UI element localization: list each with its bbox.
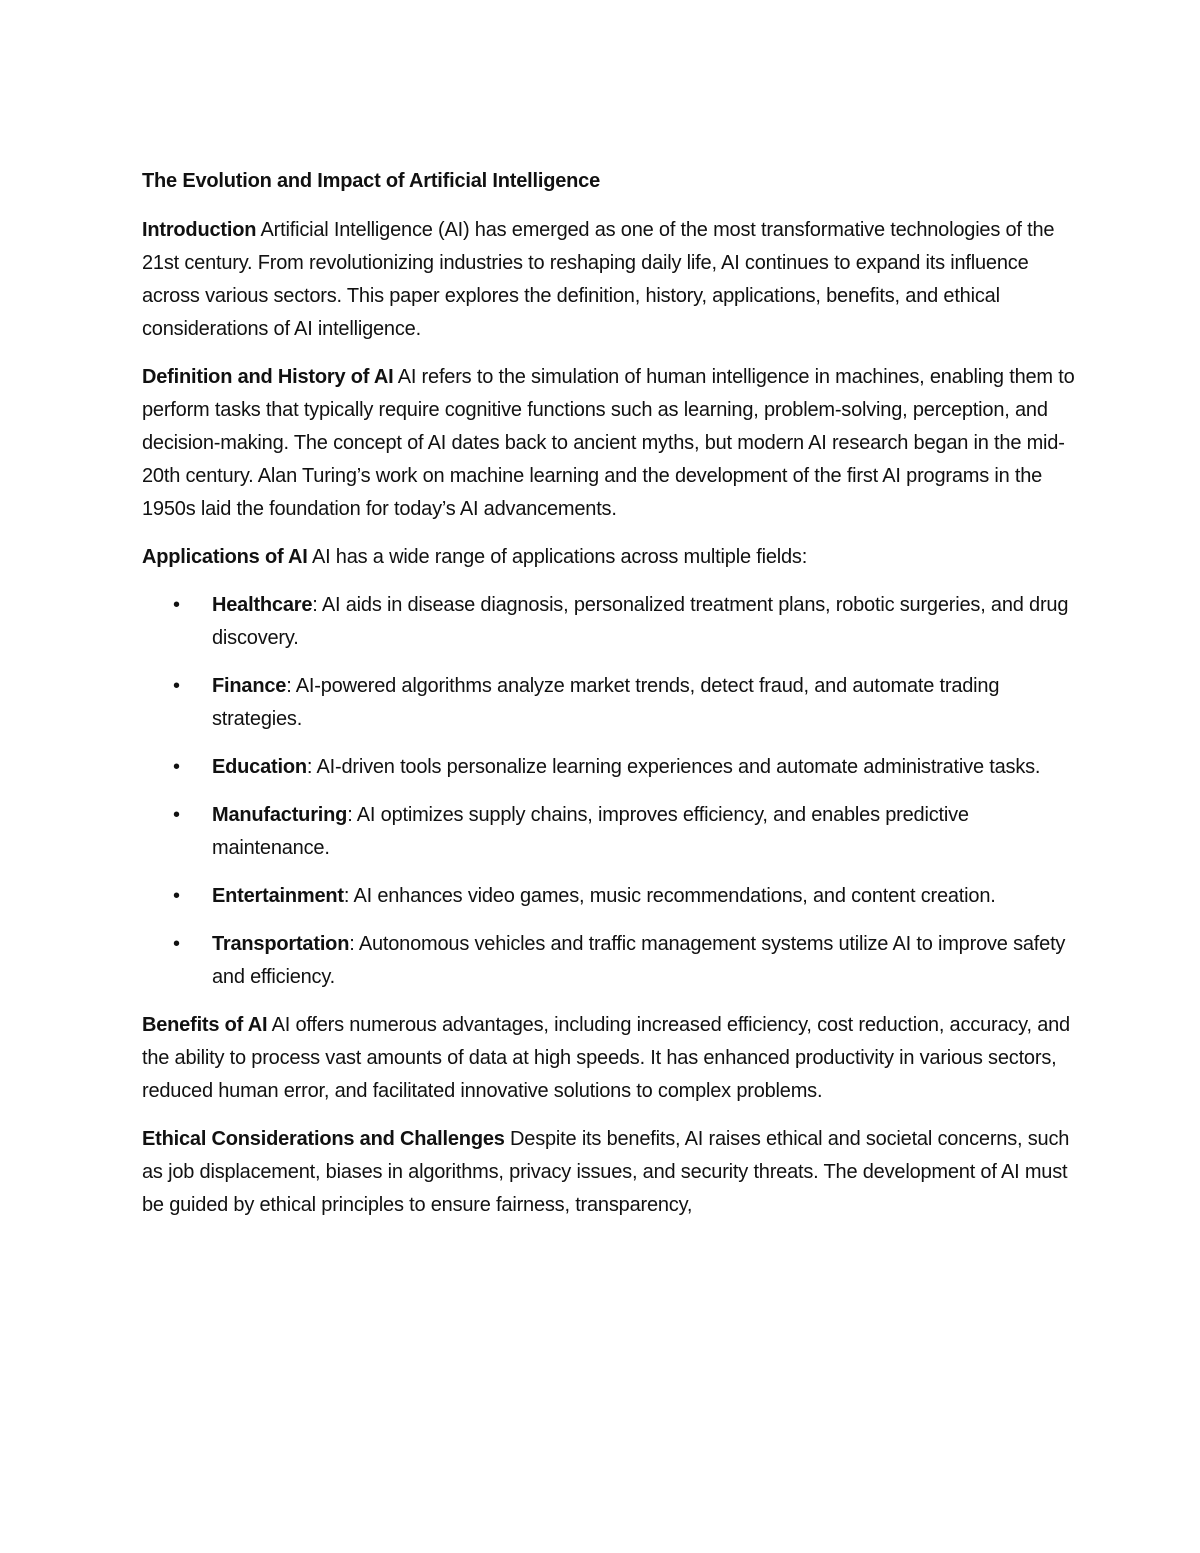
bullet-icon: • [173, 885, 180, 907]
document-body [142, 165, 1077, 1237]
applications-list [142, 589, 1077, 994]
definition-heading: Definition and History of AI [142, 366, 394, 388]
list-item-education [142, 751, 1077, 784]
applications-text: AI has a wide range of applications across multiple fields: [311, 546, 808, 568]
definition-paragraph [142, 361, 1077, 526]
list-item-text: : Autonomous vehicles and traffic management systems utilize AI to improve safety and efficiency. [212, 933, 1066, 988]
list-item-healthcare [142, 589, 1077, 655]
list-item-text: : AI-driven tools personalize learning experiences and automate administrative tasks. [306, 756, 1041, 778]
list-item-manufacturing [142, 799, 1077, 865]
bullet-icon: • [173, 804, 180, 826]
list-item-text: : AI-powered algorithms analyze market trends, detect fraud, and automate trading strategies. [212, 675, 1000, 730]
document-title: The Evolution and Impact of Artificial Intelligence [142, 170, 601, 192]
ethics-text: Despite its benefits, AI raises ethical and societal concerns, such as job displacement, biases in algorithms, privacy issues, and security threats. The development of AI must be guided by ethical principles to ensure fairness, transparency, [142, 1128, 1070, 1216]
list-item-term: Finance [212, 675, 287, 697]
introduction-paragraph [142, 214, 1077, 346]
benefits-heading: Benefits of AI [142, 1014, 268, 1036]
list-item-finance [142, 670, 1077, 736]
applications-paragraph [142, 541, 1077, 574]
list-item-text: : AI enhances video games, music recommendations, and content creation. [343, 885, 996, 907]
benefits-text: AI offers numerous advantages, including increased efficiency, cost reduction, accuracy, and the ability to process vast amounts of data at high speeds. It has enhanced productivity in various sectors, reduced human error, and facilitated innovative solutions to complex problems. [142, 1014, 1070, 1102]
list-item-term: Education [212, 756, 307, 778]
ethics-paragraph [142, 1123, 1077, 1222]
definition-text: AI refers to the simulation of human intelligence in machines, enabling them to perform tasks that typically require cognitive functions such as learning, problem-solving, perception, and decision-making. The concept of AI dates back to ancient myths, but modern AI research began in the mid-20th century. Alan Turing’s work on machine learning and the development of the first AI programs in the 1950s laid the foundation for today’s AI advancements. [142, 366, 1075, 520]
ethics-heading: Ethical Considerations and Challenges [142, 1128, 505, 1150]
list-item-term: Manufacturing [212, 804, 348, 826]
bullet-icon: • [173, 756, 180, 778]
list-item-entertainment [142, 880, 1077, 913]
list-item-term: Healthcare [212, 594, 313, 616]
list-item-term: Entertainment [212, 885, 344, 907]
benefits-paragraph [142, 1009, 1077, 1108]
introduction-text: Artificial Intelligence (AI) has emerged as one of the most transformative technologies of the 21st century. From revolutionizing industries to reshaping daily life, AI continues to expand its influence across various sectors. This paper explores the definition, history, applications, benefits, and ethical considerations of AI intelligence. [142, 219, 1055, 340]
bullet-icon: • [173, 594, 180, 616]
introduction-heading: Introduction [142, 219, 257, 241]
applications-heading: Applications of AI [142, 546, 308, 568]
list-item-transportation [142, 928, 1077, 994]
list-item-text: : AI optimizes supply chains, improves efficiency, and enables predictive maintenance. [212, 804, 969, 859]
list-item-text: : AI aids in disease diagnosis, personalized treatment plans, robotic surgeries, and drug discovery. [212, 594, 1069, 649]
list-item-term: Transportation [212, 933, 350, 955]
bullet-icon: • [173, 675, 180, 697]
bullet-icon: • [173, 933, 180, 955]
